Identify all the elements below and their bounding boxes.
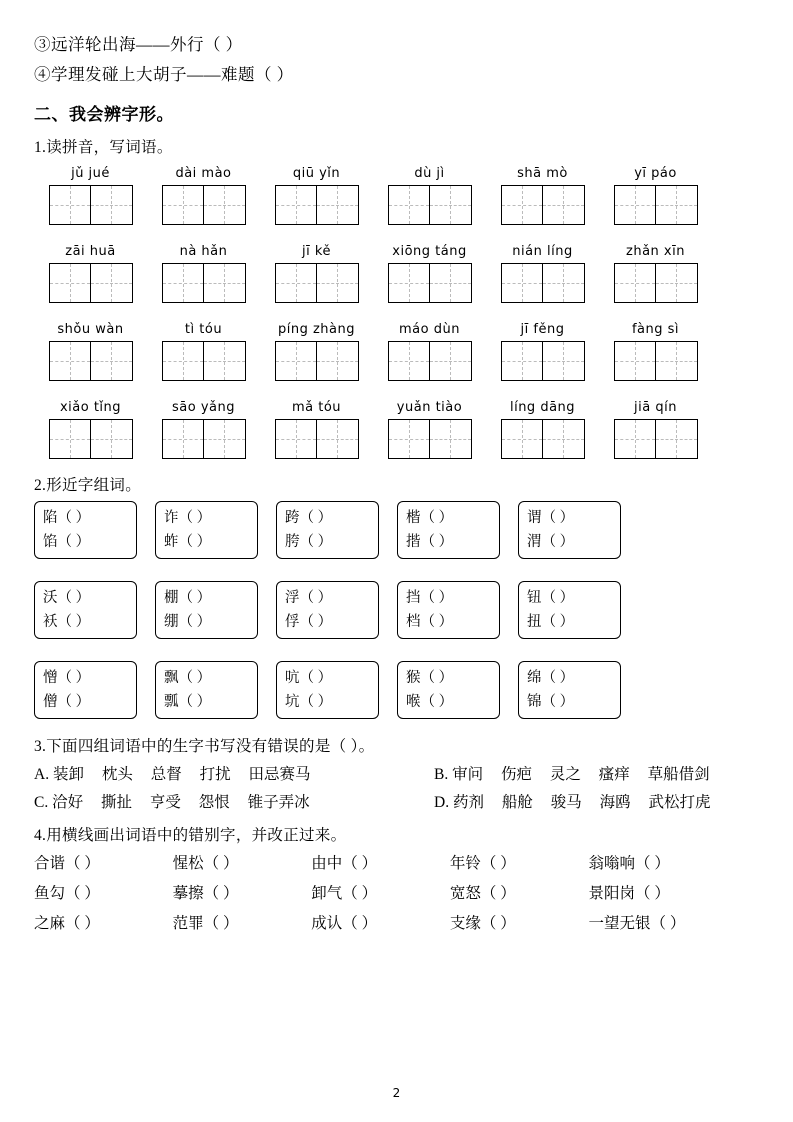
pinyin-label: sāo yǎng — [172, 400, 235, 415]
charbox-top: 飘（ ） — [164, 670, 212, 686]
tianzige-box[interactable] — [388, 341, 472, 381]
choice-word: 亨受 — [149, 794, 181, 811]
pinyin-cellgroup — [599, 319, 712, 381]
pinyin-cellgroup — [147, 241, 260, 303]
pinyin-cellgroup — [34, 241, 147, 303]
pinyin-cellgroup — [34, 163, 147, 225]
charbox[interactable] — [276, 501, 379, 559]
question-1-title: 1.读拼音，写词语。 — [34, 139, 173, 156]
choice-word: 田忌赛马 — [248, 766, 311, 783]
pinyin-cellgroup — [486, 397, 599, 459]
correction-row — [34, 879, 764, 909]
tianzige-box[interactable] — [501, 419, 585, 459]
charbox-bottom: 瓢（ ） — [164, 694, 212, 710]
pinyin-cellgroup — [260, 319, 373, 381]
tianzige-box[interactable] — [614, 263, 698, 303]
choice-label-c: C. — [34, 794, 49, 811]
charbox-bottom: 坑（ ） — [285, 694, 333, 710]
pinyin-label: xiǎo tǐng — [59, 400, 122, 415]
pinyin-label: nián líng — [512, 244, 573, 259]
correction-item[interactable]: 由中（ ） — [311, 855, 378, 872]
pinyin-cellgroup — [373, 397, 486, 459]
pinyin-label: xiōng táng — [392, 244, 467, 259]
pinyin-grid-block — [34, 163, 764, 459]
tianzige-box[interactable] — [162, 263, 246, 303]
pinyin-label: nà hǎn — [179, 244, 228, 259]
tianzige-box[interactable] — [388, 185, 472, 225]
riddle-line-3: ③远洋轮出海——外行（ ） — [34, 35, 243, 54]
pinyin-label: qiū yǐn — [292, 166, 341, 181]
choice-label-d: D. — [434, 794, 450, 811]
correction-item[interactable]: 宽怒（ ） — [449, 885, 516, 902]
charbox-top: 猴（ ） — [406, 670, 454, 686]
charbox[interactable] — [155, 581, 258, 639]
tianzige-box[interactable] — [49, 263, 133, 303]
tianzige-box[interactable] — [614, 341, 698, 381]
tianzige-box[interactable] — [614, 419, 698, 459]
pinyin-label: yī páo — [634, 166, 677, 181]
pinyin-label: fàng sì — [631, 322, 680, 337]
charbox[interactable] — [518, 581, 621, 639]
pinyin-label: jī kě — [302, 244, 331, 259]
pinyin-label: dù jì — [414, 166, 445, 181]
correction-item[interactable]: 卸气（ ） — [311, 885, 378, 902]
charbox[interactable] — [276, 661, 379, 719]
choice-word: 枕头 — [101, 766, 133, 783]
pinyin-label: jī fěng — [520, 322, 565, 337]
pinyin-cellgroup — [599, 397, 712, 459]
choice-label-b: B. — [434, 766, 449, 783]
charbox-bottom: 锦（ ） — [527, 694, 575, 710]
correction-row — [34, 849, 764, 879]
charbox-top: 钮（ ） — [527, 590, 575, 606]
choice-word: 武松打虎 — [648, 794, 711, 811]
pinyin-cellgroup — [486, 241, 599, 303]
correction-item[interactable]: 年铃（ ） — [449, 855, 516, 872]
tianzige-box[interactable] — [275, 341, 359, 381]
pinyin-row — [34, 241, 764, 303]
correction-item[interactable]: 合谐（ ） — [34, 855, 100, 872]
page-number: 2 — [392, 1086, 401, 1100]
choice-word: 锥子弄冰 — [247, 794, 310, 811]
charbox[interactable] — [34, 581, 137, 639]
pinyin-label: tì tóu — [184, 322, 223, 337]
choice-word: 药剂 — [452, 794, 484, 811]
correction-item[interactable]: 摹擦（ ） — [172, 885, 239, 902]
tianzige-box[interactable] — [162, 185, 246, 225]
pinyin-label: zhǎn xīn — [626, 244, 685, 259]
correction-item[interactable]: 惺松（ ） — [172, 855, 239, 872]
page-content — [34, 30, 764, 939]
tianzige-box[interactable] — [501, 185, 585, 225]
tianzige-box[interactable] — [501, 263, 585, 303]
pinyin-cellgroup — [34, 319, 147, 381]
correction-item[interactable]: 鱼勾（ ） — [34, 885, 100, 902]
charbox-bottom: 揩（ ） — [406, 534, 454, 550]
tianzige-box[interactable] — [501, 341, 585, 381]
charbox-top: 憎（ ） — [43, 670, 91, 686]
pinyin-label: mǎ tóu — [291, 400, 342, 415]
tianzige-box[interactable] — [49, 341, 133, 381]
choice-words-c — [52, 794, 324, 811]
choice-words-b — [452, 766, 724, 783]
charbox-bottom: 渭（ ） — [527, 534, 575, 550]
charbox-top: 绵（ ） — [527, 670, 575, 686]
pinyin-label: dài mào — [175, 166, 232, 181]
correction-item[interactable]: 一望无银（ ） — [588, 915, 686, 932]
pinyin-label: máo dùn — [399, 322, 460, 337]
tianzige-box[interactable] — [49, 419, 133, 459]
pinyin-cellgroup — [147, 319, 260, 381]
tianzige-box[interactable] — [275, 185, 359, 225]
correction-item[interactable]: 支缘（ ） — [449, 915, 516, 932]
choice-row-ab — [34, 761, 764, 789]
choice-word: 怨恨 — [198, 794, 230, 811]
pinyin-label: jiā qín — [634, 400, 677, 415]
choice-word: 撕扯 — [100, 794, 132, 811]
choice-word: 灵之 — [549, 766, 581, 783]
pinyin-cellgroup — [34, 397, 147, 459]
charbox-bottom: 馅（ ） — [43, 534, 91, 550]
charbox-bottom: 蚱（ ） — [164, 534, 212, 550]
pinyin-cellgroup — [486, 163, 599, 225]
charbox-bottom: 档（ ） — [406, 614, 454, 630]
choice-word: 骏马 — [550, 794, 582, 811]
charbox-top: 跨（ ） — [285, 510, 333, 526]
charbox-top: 谓（ ） — [527, 510, 575, 526]
correction-row — [34, 909, 764, 939]
pinyin-cellgroup — [260, 163, 373, 225]
charbox-top: 挡（ ） — [406, 590, 454, 606]
charbox-row — [34, 661, 764, 719]
choice-word: 打扰 — [199, 766, 231, 783]
correction-item[interactable]: 成认（ ） — [311, 915, 378, 932]
charbox-bottom: 袄（ ） — [43, 614, 91, 630]
pinyin-label: yuǎn tiào — [396, 400, 463, 415]
charbox-row — [34, 501, 764, 559]
charbox[interactable] — [155, 661, 258, 719]
charbox[interactable] — [34, 661, 137, 719]
charbox[interactable] — [397, 661, 500, 719]
pinyin-label: líng dāng — [509, 400, 576, 415]
charbox-top: 浮（ ） — [285, 590, 333, 606]
correction-item[interactable]: 之麻（ ） — [34, 915, 100, 932]
pinyin-label: shǒu wàn — [57, 322, 124, 337]
tianzige-box[interactable] — [275, 419, 359, 459]
pinyin-cellgroup — [599, 163, 712, 225]
pinyin-row — [34, 319, 764, 381]
correction-item[interactable]: 翁嗡响（ ） — [588, 855, 670, 872]
charbox[interactable] — [155, 501, 258, 559]
charbox-top: 沃（ ） — [43, 590, 91, 606]
charbox-top: 吭（ ） — [285, 670, 333, 686]
charbox[interactable] — [397, 581, 500, 639]
choice-option-d[interactable] — [434, 789, 764, 817]
choice-word: 伤疤 — [500, 766, 532, 783]
choice-word: 洽好 — [52, 794, 84, 811]
choice-word: 船舱 — [501, 794, 533, 811]
charbox[interactable] — [518, 501, 621, 559]
choice-option-a[interactable] — [34, 761, 434, 789]
charbox-top: 棚（ ） — [164, 590, 212, 606]
charbox[interactable] — [397, 501, 500, 559]
pinyin-label: jǔ jué — [71, 166, 110, 181]
question-2-title: 2.形近字组词。 — [34, 477, 142, 494]
pinyin-cellgroup — [260, 241, 373, 303]
tianzige-box[interactable] — [388, 263, 472, 303]
pinyin-label: zāi huā — [65, 244, 116, 259]
tianzige-box[interactable] — [614, 185, 698, 225]
pinyin-label: píng zhàng — [277, 322, 355, 337]
charbox[interactable] — [518, 661, 621, 719]
pinyin-cellgroup — [373, 163, 486, 225]
charbox-bottom: 胯（ ） — [285, 534, 333, 550]
tianzige-box[interactable] — [275, 263, 359, 303]
charbox-top: 诈（ ） — [164, 510, 212, 526]
choice-words-d — [453, 794, 725, 811]
choice-words-a — [53, 766, 325, 783]
charbox-bottom: 僧（ ） — [43, 694, 91, 710]
charbox[interactable] — [34, 501, 137, 559]
charbox-bottom: 喉（ ） — [406, 694, 454, 710]
choice-option-b[interactable] — [434, 761, 764, 789]
pinyin-row — [34, 163, 764, 225]
choice-row-cd — [34, 789, 764, 817]
pinyin-label: shā mò — [517, 166, 568, 181]
pinyin-row — [34, 397, 764, 459]
choice-word: 装卸 — [52, 766, 84, 783]
pinyin-cellgroup — [260, 397, 373, 459]
charbox-row — [34, 581, 764, 639]
correction-item[interactable]: 范罪（ ） — [172, 915, 239, 932]
tianzige-box[interactable] — [388, 419, 472, 459]
question-3-title: 3.下面四组词语中的生字书写没有错误的是（ ）。 — [34, 738, 375, 755]
choice-word: 草船借剑 — [647, 766, 710, 783]
tianzige-box[interactable] — [162, 341, 246, 381]
charbox-bottom: 俘（ ） — [285, 614, 333, 630]
charbox-bottom: 绷（ ） — [164, 614, 212, 630]
pinyin-cellgroup — [147, 397, 260, 459]
charbox[interactable] — [276, 581, 379, 639]
pinyin-cellgroup — [373, 319, 486, 381]
section-heading: 二、我会辨字形。 — [34, 105, 174, 124]
question-4-title: 4.用横线画出词语中的错别字，并改正过来。 — [34, 827, 347, 844]
tianzige-box[interactable] — [49, 185, 133, 225]
choice-label-a: A. — [34, 766, 50, 783]
pinyin-cellgroup — [599, 241, 712, 303]
pinyin-cellgroup — [147, 163, 260, 225]
charbox-bottom: 扭（ ） — [527, 614, 575, 630]
choice-word: 总督 — [150, 766, 182, 783]
riddle-line-4: ④学理发碰上大胡子——难题（ ） — [34, 65, 294, 84]
charbox-top: 陷（ ） — [43, 510, 91, 526]
pinyin-cellgroup — [486, 319, 599, 381]
tianzige-box[interactable] — [162, 419, 246, 459]
correction-item[interactable]: 景阳岗（ ） — [588, 885, 670, 902]
pinyin-cellgroup — [373, 241, 486, 303]
choice-word: 瘙痒 — [598, 766, 630, 783]
charbox-top: 楷（ ） — [406, 510, 454, 526]
choice-word: 审问 — [452, 766, 484, 783]
choice-word: 海鸥 — [599, 794, 631, 811]
choice-option-c[interactable] — [34, 789, 434, 817]
